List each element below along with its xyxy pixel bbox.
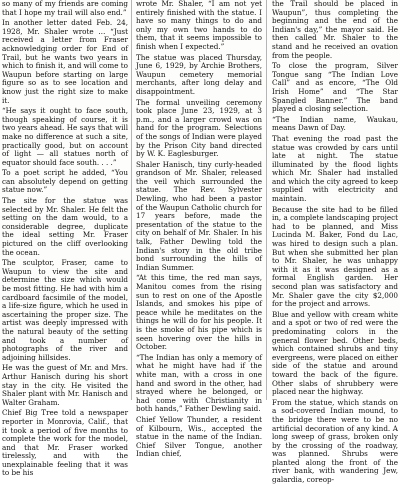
paragraph: the Trail should be placed in Waupun”, thus completing the beginning and the end of the Indian's day,” the mayor said. He then called Mr. Shaler to the stand and he received an ovation from the people. [272,0,398,60]
paragraph: The statue was placed Thursday, June 6, 1929, by Archie Brothers, Waupun cemetery memorial merchants, after long delay and disappointment. [136,52,262,96]
column-divider [131,0,132,400]
paragraph: In another letter dated Feb. 24, 1928, Mr. Shaler wrote … “Just received a letter from Fraser acknowledging order for End of Trail, but he wants two years in which to finish it, and will come to Waupun before starting on large figure so as to see location and know just the right size to make it. [2,18,128,105]
paragraph: Shaler Hanisch, tiny curly-headed grandson of Mr. Shaler, released the veil which surrounded the statue. The Rev. Sylvester Dewling, who had been a pastor of the Waupun Catholic church for 17 years before, made the presentation of the statue to the city on behalf of Mr. Shaler. In his talk, Father Dewling told the Indian's story in the old tribe bond surrounding the hills of Indian Summer. [136,159,262,272]
paragraph: “The Indian has only a memory of what he might have had if the white man, with a cross in one hand and sword in the other, had strayed where he belonged, or had come with Christianity in both hands,” Father Dewling said. [136,352,262,414]
paragraph: He was the guest of Mr. and Mrs. Arthur Hanisch during his short stay in the city. He visited the Shaler plant with Mr. Hanisch and Walter Graham. [2,363,128,407]
paragraph: wrote Mr. Shaler, “I am not yet entirely finished with the statue. I have so many things to do and only my own two hands to do them, that it seems impossible to finish when I expected.” [136,0,262,51]
paragraph: From the statue, which stands on a sod-covered Indian mound, to the bridge there were to be no artificial decoration of any kind. A long sweep of grass, broken only by the crossing of the roadway, was planned. Shrubs were planted along the front of the river bank, with wandering Jew, galardia, coreop- [272,397,398,485]
paragraph: Blue and yellow with cream white and a spot or two of red were the predominating colors in the general flower bed. Other beds, which contained shrubs and tiny evergreens, were placed on either side of the statue and around toward the back of the figure. Other slabs of shrubbery were placed near the highway. [272,309,398,397]
paragraph: The site for the statue was selected by Mr. Shaler. He felt the setting on the dam would, to a considerable degree, duplicate the ideal setting Mr. Fraser pictured on the cliff overlooking the ocean. [2,196,128,257]
paragraph: Chief Big Tree told a newspaper reporter in Monrovia, Calif., that it took a period of five months to complete the work for the model, and that Mr. Fraser worked tirelessly, and with the unexplainable feeling that it was to be his [2,408,128,478]
column-divider [266,0,267,400]
paragraph: “The Indian name, Waukau, means Dawn of Day. [272,114,398,133]
paragraph: so many of my friends are coming that I hope my trail will also end.” [2,0,128,17]
paragraph: Because the site had to be filled in, a complete landscaping project had to be planned, and Miss Lucinda M. Baker, Fond du Lac, was hired to design such a plan. But when she submitted her plan to Mr. Shaler, he was unhappy with it as it was designed as a formal English garden. Her second plan was satisfactory and Mr. Shaler gave the city $2,000 for the project and arrows. [272,204,398,309]
paragraph: The sculptor, Fraser, came to Waupun to view the site and determine the size which would be most fitting. He had with him a cardboard facsimile of the model, a life-size figure, which he used in ascertaining the proper size. The artist was deeply impressed with the natural beauty of the setting and took a number of photographs of the river and adjoining hillsides. [2,258,128,362]
paragraph: To close the program, Silver Tongue sang “The Indian Love Call” and as encore, “The Old Irish Home” and “The Star Spangled Banner.” The band played a closing selection. [272,61,398,114]
article-column-2 [136,0,262,459]
article-column-1 [2,0,128,478]
paragraph: Chief Yellow Thunder, a resident of Kilbourn, Wis., accepted the statue in the name of the Indian. Chief Silver Tongue, another Indian chief, [136,414,262,459]
article-column-3 [272,0,398,485]
paragraph: The formal unveiling ceremony took place June 23, 1929, at 3 p.m., and a larger crowd was on hand for the program. Selections of the songs of Indian were played by the Prison City band directed by W. K. Eaglesburger. [136,97,262,159]
paragraph: To a poet script he added, “You can absolutely depend on getting statue now.” [2,168,128,195]
paragraph: “At this time, the red man says, Manitou comes from the rising sun to rest on one of the Apostle Islands, and smokes his pipe of peace while he meditates on the things he will do for his people. It is the smoke of his pipe which is seen hovering over the hills in October. [136,273,262,352]
paragraph: “He says it ought to face south, though speaking of course, it is two years ahead. He says that will make no difference at such a site, practically good, but on account of light — all statues north of equator should face south. . . .” [2,106,128,167]
paragraph: That evening the road past the statue was crowded by cars until late at night. The statue illuminated by the flood lights which Mr. Shaler had installed and which the city agreed to keep supplied with electricity and maintain. [272,133,398,204]
